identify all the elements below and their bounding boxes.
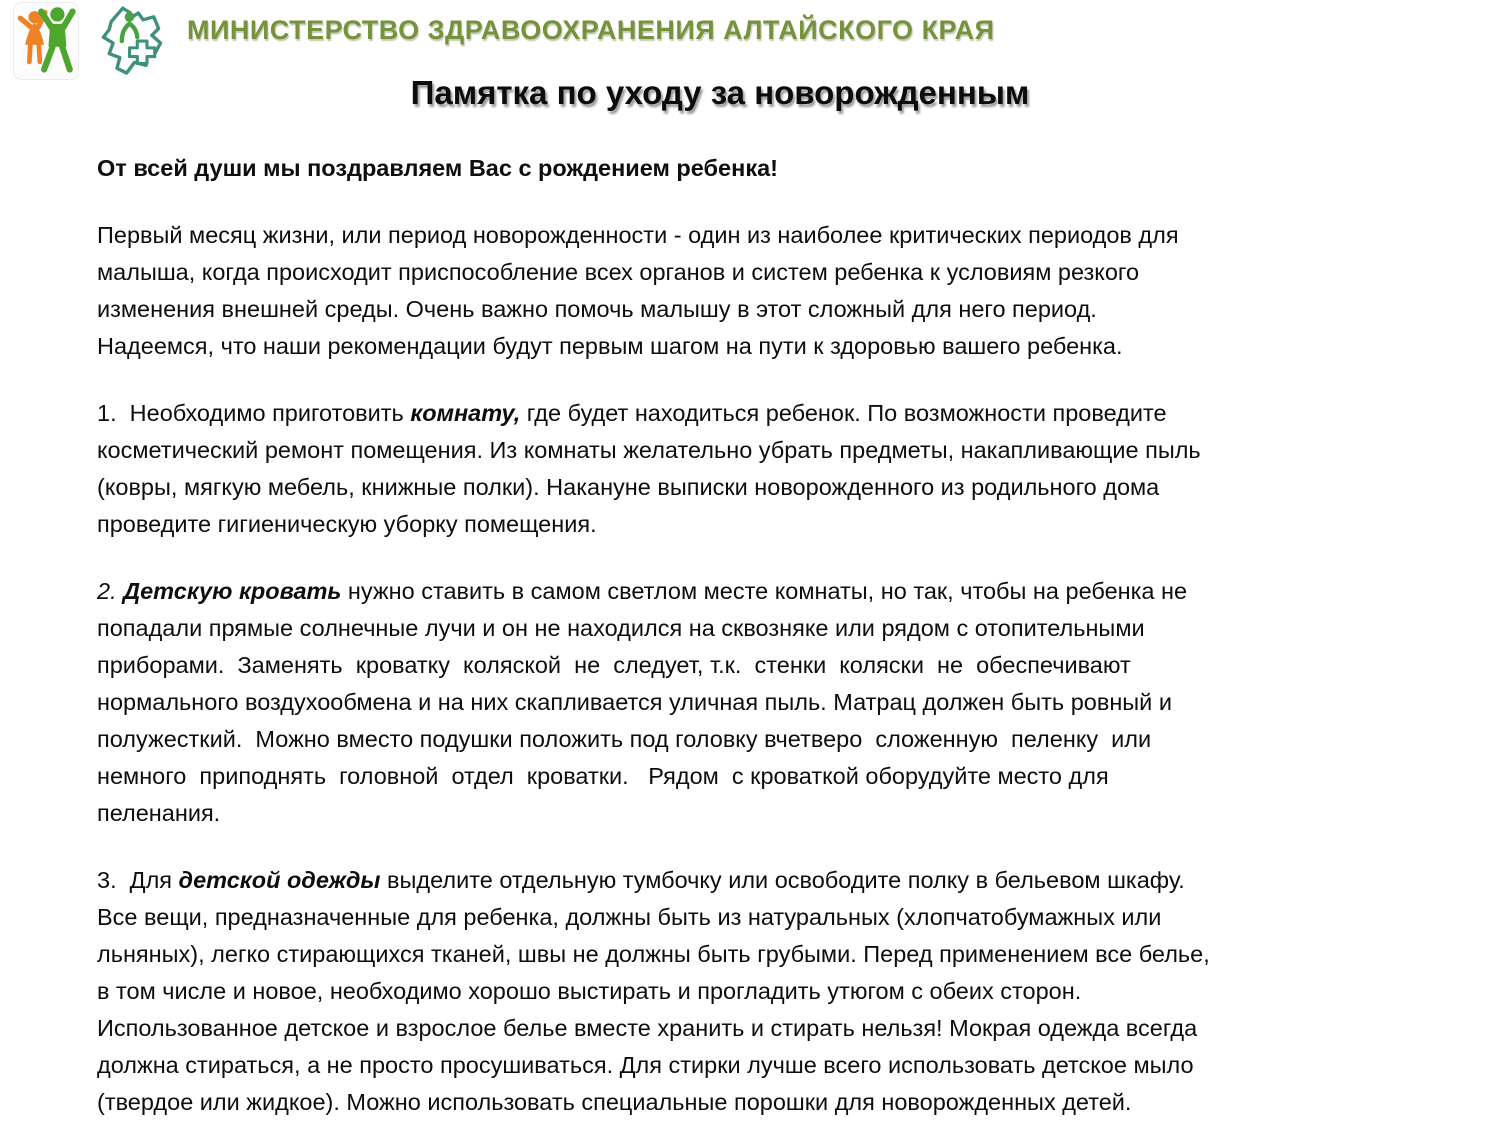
document-body [97,150,1406,1125]
page-title: Памятка по уходу за новорожденным [410,74,1030,111]
medical-cross-glyph [130,41,155,63]
ministry-name: МИНИСТЕРСТВО ЗДРАВООХРАНЕНИЯ АЛТАЙСКОГО КРАЯ [187,15,995,45]
greeting-line: От всей души мы поздравляем Вас с рождением ребенка! [97,155,778,181]
people-logo-icon [13,2,79,80]
intro-paragraph: Первый месяц жизни, или период новорожденности - один из наиболее критических периодов для малыша, когда происходит приспособление всех органов и систем ребенка к условиям резкого изменения внешней среды. Очень важно помочь малышу в этот сложный для него период. Надеемся, что наши рекомендации будут первым шагом на пути к здоровью вашего ребенка. [97,222,1179,359]
item-3-paragraph: 3. Для детской одежды выделите отдельную тумбочку или освободите полку в бельевом шкафу. Все вещи, предназначенные для ребенка, должны быть из натуральных (хлопчатобумажных или льняных), легко стирающихся тканей, швы не должны быть грубыми. Перед применением все белье, в том числе и новое, необходимо хорошо выстирать и прогладить утюгом с обеих сторон. Использованное детское и взрослое белье вместе хранить и стирать нельзя! Мокрая одежда всегда должна стираться, а не просто просушиваться. Для стирки лучше всего использовать детское мыло (твердое или жидкое). Можно использовать специальные порошки для новорожденных детей. [97,867,1210,1115]
item-1-paragraph: 1. Необходимо приготовить комнату, где будет находиться ребенок. По возможности проведите косметический ремонт помещения. Из комнаты желательно убрать предметы, накапливающие пыль (ковры, мягкую мебель, книжные полки). Накануне выписки новорожденного из родильного дома проведите гигиеническую уборку помещения. [97,400,1201,537]
item-2-paragraph: 2. Детскую кровать нужно ставить в самом светлом месте комнаты, но так, чтобы на ребенка не попадали прямые солнечные лучи и он не находился на сквозняке или рядом с отопительными приборами. Заменять кроватку коляской не следует, т.к. стенки коляски не обеспечивают нормального воздухообмена и на них скапливается уличная пыль. Матрац должен быть ровный и полужесткий. Можно вместо подушки положить под головку вчетверо сложенную пеленку или немного приподнять головной отдел кроватки. Рядом с кроваткой оборудуйте место для пеленания. [97,578,1188,826]
